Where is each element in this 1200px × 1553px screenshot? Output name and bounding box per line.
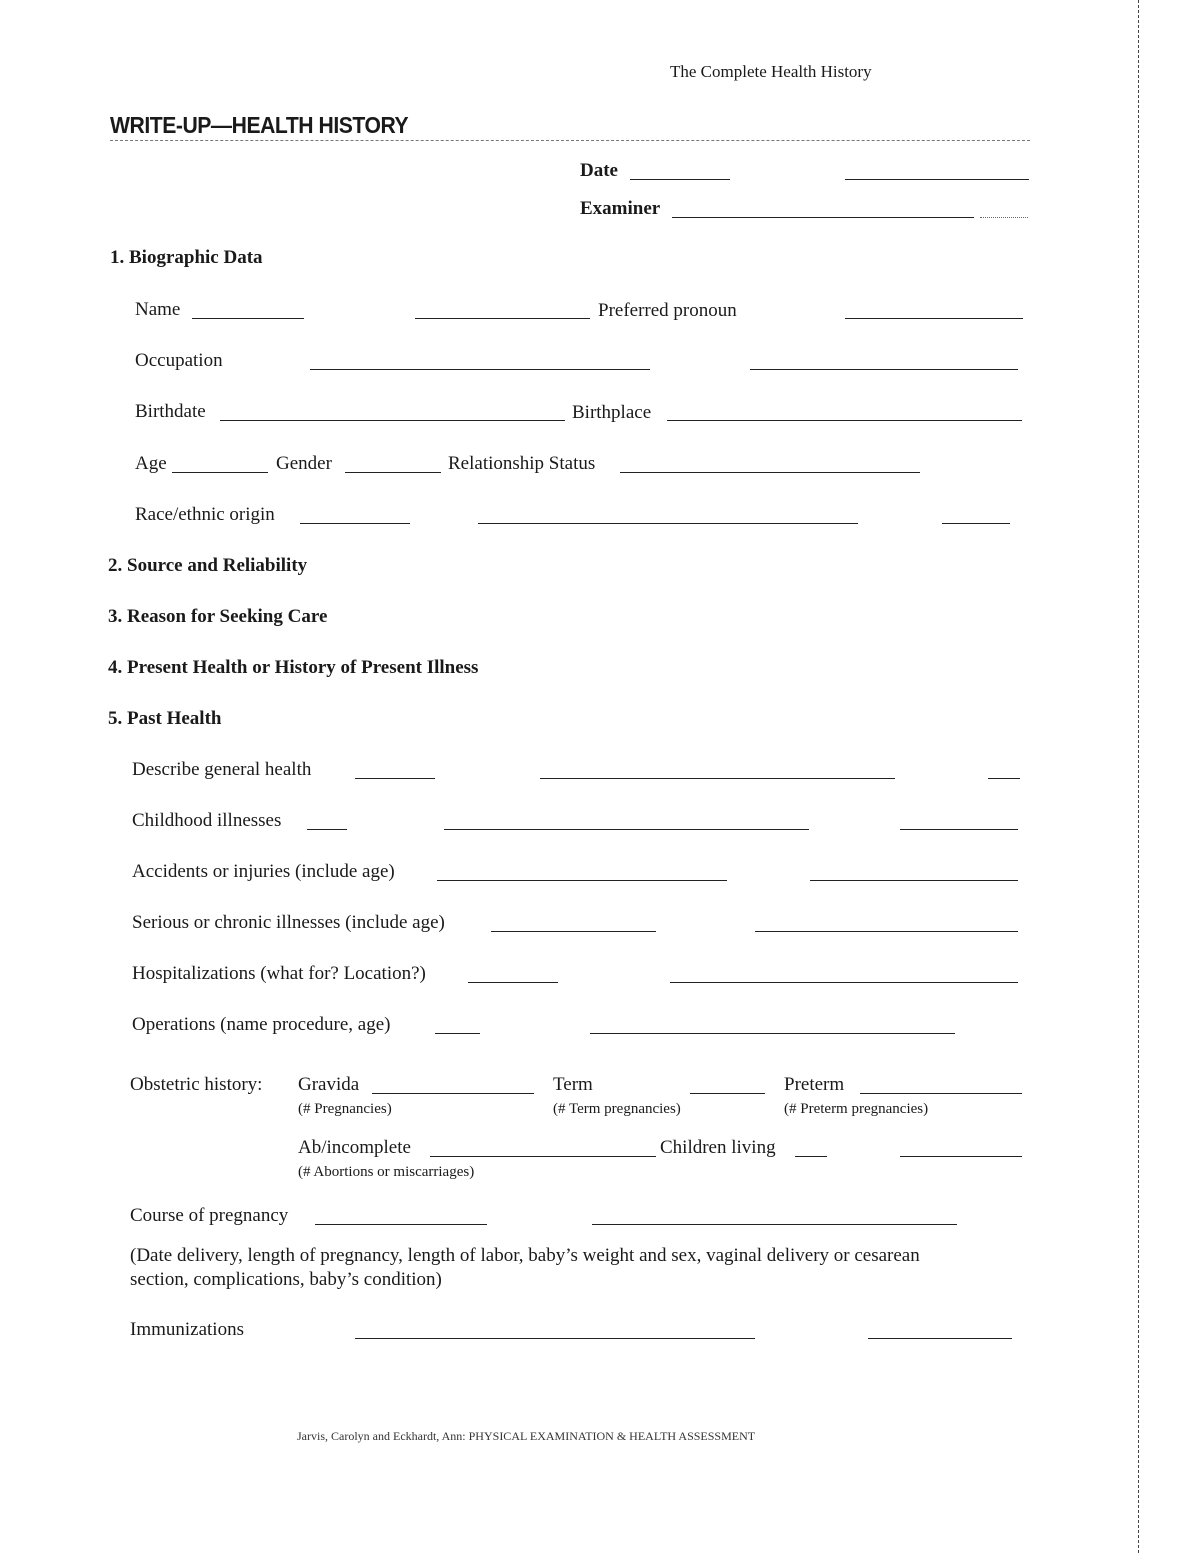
occupation-field-extra[interactable] bbox=[750, 369, 1018, 370]
preferred-pronoun-field[interactable] bbox=[845, 318, 1023, 319]
course-of-pregnancy-field[interactable] bbox=[315, 1224, 487, 1225]
accidents-injuries-label: Accidents or injuries (include age) bbox=[132, 861, 395, 882]
hospitalizations-label: Hospitalizations (what for? Location?) bbox=[132, 963, 426, 984]
course-of-pregnancy-note-line1: (Date delivery, length of pregnancy, length of labor, baby’s weight and sex, vaginal delivery or cesarean bbox=[130, 1245, 920, 1266]
children-living-field[interactable] bbox=[795, 1156, 827, 1157]
running-head: The Complete Health History bbox=[670, 62, 872, 81]
immunizations-field[interactable] bbox=[355, 1338, 755, 1339]
gender-field[interactable] bbox=[345, 472, 441, 473]
term-field[interactable] bbox=[690, 1093, 765, 1094]
race-ethnic-origin-field[interactable] bbox=[300, 523, 410, 524]
gravida-field[interactable] bbox=[372, 1093, 534, 1094]
page-edge-divider bbox=[1138, 0, 1139, 1553]
accidents-injuries-field[interactable] bbox=[437, 880, 727, 881]
section-past-health: 5. Past Health bbox=[108, 708, 222, 729]
course-of-pregnancy-note-line2: section, complications, baby’s condition) bbox=[130, 1269, 442, 1290]
examiner-label: Examiner bbox=[580, 198, 661, 219]
race-ethnic-origin-field-extra[interactable] bbox=[478, 523, 858, 524]
immunizations-label: Immunizations bbox=[130, 1319, 244, 1340]
relationship-status-field[interactable] bbox=[620, 472, 920, 473]
occupation-field[interactable] bbox=[310, 369, 650, 370]
examiner-field[interactable] bbox=[672, 217, 974, 218]
birthplace-field[interactable] bbox=[667, 420, 1022, 421]
general-health-label: Describe general health bbox=[132, 759, 312, 780]
preterm-note: (# Preterm pregnancies) bbox=[784, 1101, 929, 1117]
hospitalizations-field-extra[interactable] bbox=[670, 982, 1018, 983]
childhood-illnesses-field-extra[interactable] bbox=[444, 829, 809, 830]
gravida-label: Gravida bbox=[298, 1074, 360, 1095]
term-label: Term bbox=[553, 1074, 593, 1095]
age-label: Age bbox=[135, 453, 167, 474]
preferred-pronoun-label: Preferred pronoun bbox=[598, 300, 737, 321]
general-health-field[interactable] bbox=[355, 778, 435, 779]
hospitalizations-field[interactable] bbox=[468, 982, 558, 983]
relationship-status-label: Relationship Status bbox=[448, 453, 596, 474]
race-ethnic-origin-label: Race/ethnic origin bbox=[135, 504, 275, 525]
age-field[interactable] bbox=[172, 472, 268, 473]
name-label: Name bbox=[135, 299, 181, 320]
date-label: Date bbox=[580, 160, 618, 181]
ab-incomplete-note: (# Abortions or miscarriages) bbox=[298, 1164, 475, 1180]
race-ethnic-origin-field-tail[interactable] bbox=[942, 523, 1010, 524]
preterm-label: Preterm bbox=[784, 1074, 845, 1095]
footer-citation: Jarvis, Carolyn and Eckhardt, Ann: PHYSICAL EXAMINATION & HEALTH ASSESSMENT bbox=[297, 1429, 756, 1443]
date-field[interactable] bbox=[630, 179, 730, 180]
operations-label: Operations (name procedure, age) bbox=[132, 1014, 391, 1035]
section-biographic-data: 1. Biographic Data bbox=[110, 247, 263, 268]
general-health-field-tail[interactable] bbox=[988, 778, 1020, 779]
ab-incomplete-field[interactable] bbox=[430, 1156, 656, 1157]
page-title: WRITE-UP—HEALTH HISTORY bbox=[110, 112, 409, 138]
occupation-label: Occupation bbox=[135, 350, 223, 371]
general-health-field-extra[interactable] bbox=[540, 778, 895, 779]
children-living-field-extra[interactable] bbox=[900, 1156, 1022, 1157]
accidents-injuries-field-extra[interactable] bbox=[810, 880, 1018, 881]
section-source-reliability: 2. Source and Reliability bbox=[108, 555, 308, 576]
examiner-field-tail bbox=[980, 217, 1028, 218]
birthdate-field[interactable] bbox=[220, 420, 565, 421]
gravida-note: (# Pregnancies) bbox=[298, 1101, 392, 1117]
preterm-field[interactable] bbox=[860, 1093, 1022, 1094]
immunizations-field-extra[interactable] bbox=[868, 1338, 1012, 1339]
operations-field[interactable] bbox=[435, 1033, 480, 1034]
date-field-extra[interactable] bbox=[845, 179, 1029, 180]
childhood-illnesses-label: Childhood illnesses bbox=[132, 810, 282, 831]
chronic-illnesses-label: Serious or chronic illnesses (include age) bbox=[132, 912, 445, 933]
childhood-illnesses-field[interactable] bbox=[307, 829, 347, 830]
name-field-extra[interactable] bbox=[415, 318, 590, 319]
children-living-label: Children living bbox=[660, 1137, 776, 1158]
name-field[interactable] bbox=[192, 318, 304, 319]
term-note: (# Term pregnancies) bbox=[553, 1101, 681, 1117]
section-reason-seeking-care: 3. Reason for Seeking Care bbox=[108, 606, 328, 627]
chronic-illnesses-field[interactable] bbox=[491, 931, 656, 932]
childhood-illnesses-field-tail[interactable] bbox=[900, 829, 1018, 830]
birthdate-label: Birthdate bbox=[135, 401, 206, 422]
section-present-health: 4. Present Health or History of Present Illness bbox=[108, 657, 479, 678]
operations-field-extra[interactable] bbox=[590, 1033, 955, 1034]
ab-incomplete-label: Ab/incomplete bbox=[298, 1137, 411, 1158]
obstetric-history-label: Obstetric history: bbox=[130, 1074, 263, 1095]
course-of-pregnancy-label: Course of pregnancy bbox=[130, 1205, 289, 1226]
birthplace-label: Birthplace bbox=[572, 402, 652, 423]
course-of-pregnancy-field-extra[interactable] bbox=[592, 1224, 957, 1225]
chronic-illnesses-field-extra[interactable] bbox=[755, 931, 1018, 932]
gender-label: Gender bbox=[276, 453, 332, 474]
title-divider bbox=[110, 140, 1030, 141]
